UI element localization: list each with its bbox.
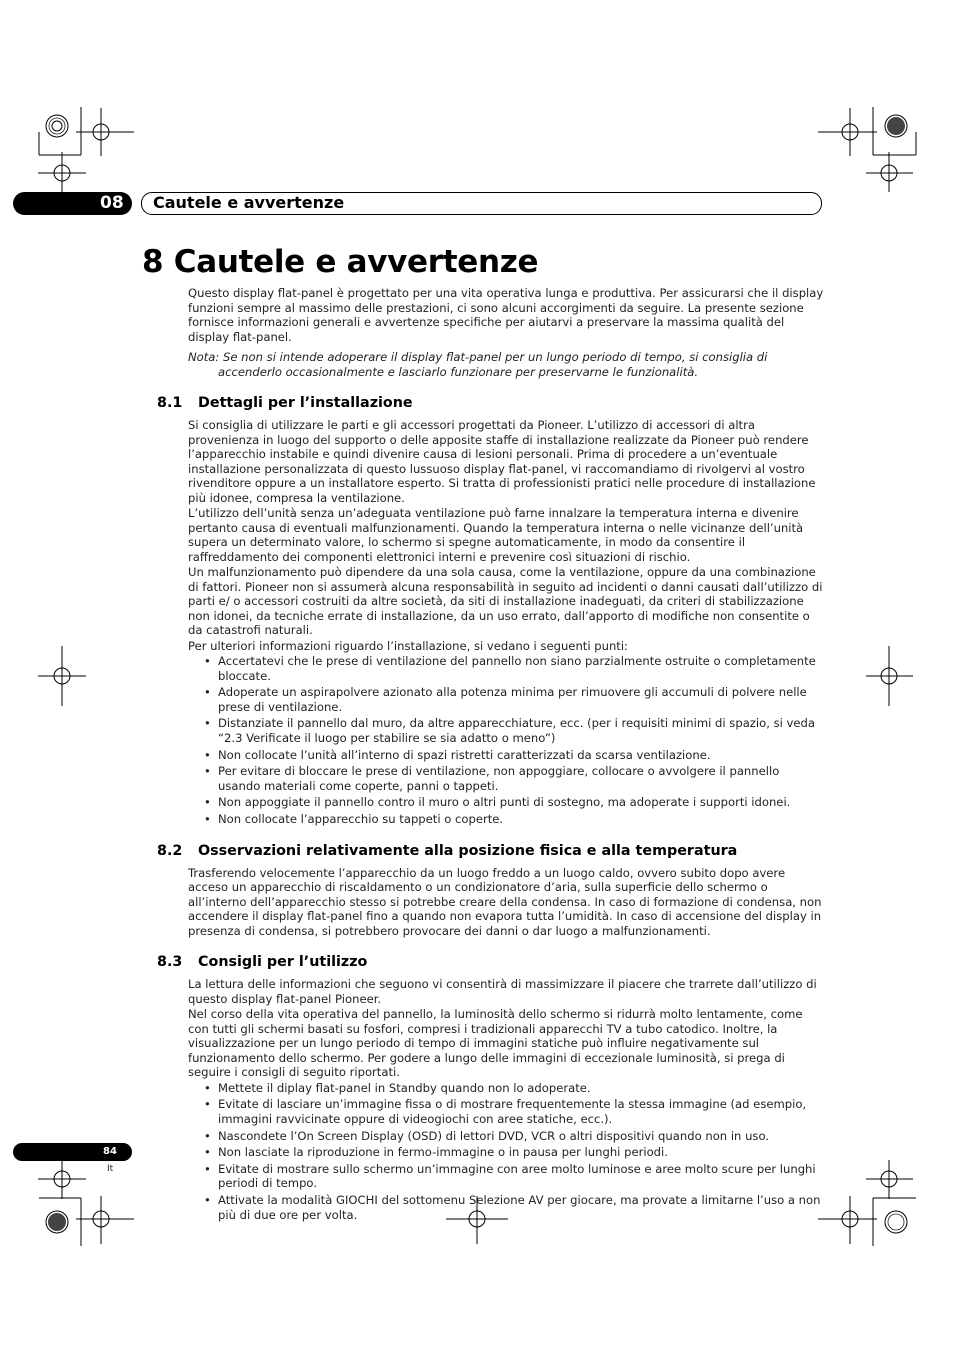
- list-item: • Per evitare di bloccare le prese di ventilazione, non appoggiare, collocare o avvolgere il pannello usando materiali come coperte, panni o tappeti.: [218, 764, 824, 793]
- list-item: • Evitate di lasciare un’immagine fissa o di mostrare frequentemente la stessa immagine (ad esempio, immagini ravvicinate oppure di videogiochi con aree statiche, ecc.).: [218, 1097, 824, 1126]
- body-paragraph: Si consiglia di utilizzare le parti e gli accessori progettati da Pioneer. L’utilizzo di accessori di altra provenienza in luogo del supporto o delle apposite staffe di installazione realizzate da Pioneer può rendere l’apparecchio instabile e quindi divenire causa di lesioni personali. Prima di procedere a un’eventuale installazione personalizzata di questo lussuoso display flat-panel, vi raccomandiamo di rivolgervi al vostro rivenditore oppure a un installatore esperto. Si tratta di professionisti pratici nelle procedure di installazione più idonee, compresa la ventilazione.: [188, 418, 816, 505]
- section-heading-8-1: [157, 394, 824, 412]
- page-title: 8 Cautele e avvertenze: [142, 244, 539, 280]
- section-heading-8-2: [157, 842, 824, 860]
- document-body: [157, 286, 824, 1224]
- section-number: 8.2: [157, 842, 183, 859]
- section-number: 8.3: [157, 954, 183, 971]
- section-heading-8-3: [157, 953, 824, 971]
- body-paragraph: L’utilizzo dell’unità senza un’adeguata ventilazione può farne innalzare la temperatura interna e divenire pertanto causa di eventuali malfunzionamenti. Quando la temperatura interna o nelle vicinanze dell’unità supera un determinato valore, lo schermo si spegne automaticamente, in modo da consentire il raffreddamento dei componenti elettronici interni e prevenire così situazioni di rischio.: [188, 506, 804, 564]
- section-title: Osservazioni relativamente alla posizione fisica e alla temperatura: [198, 842, 738, 859]
- body-paragraph: La lettura delle informazioni che seguono vi consentirà di massimizzare il piacere che trarrete dall’utilizzo di questo display flat-panel Pioneer.: [188, 977, 817, 1006]
- section-title: Consigli per l’utilizzo: [198, 954, 368, 971]
- body-paragraph: Per ulteriori informazioni riguardo l’installazione, si vedano i seguenti punti:: [188, 638, 628, 653]
- bullet-list: [188, 654, 824, 827]
- bullet-list: [188, 1081, 824, 1222]
- section-number: 8.1: [157, 395, 183, 411]
- list-item: • Non lasciate la riproduzione in fermo-immagine o in pausa per lunghi periodi.: [218, 1145, 824, 1160]
- intro-paragraph: Questo display flat-panel è progettato per una vita operativa lunga e produttiva. Per assicurarsi che il display funzioni sempre al massimo delle prestazioni, ci sono alcuni accorgimenti da seguire. La presente sezione fornisce informazioni generali e avvertenze specifiche per aiutarvi a preservare la massima qualità del display flat-panel.: [188, 286, 824, 344]
- list-item: • Distanziate il pannello dal muro, da altre apparecchiature, ecc. (per i requisiti minimi di spazio, si veda “2.3 Verificate il luogo per stabilire se sia adatto o meno”): [218, 716, 824, 745]
- list-item: • Mettete il diplay flat-panel in Standby quando non lo adoperate.: [218, 1081, 824, 1096]
- body-paragraph: Un malfunzionamento può dipendere da una sola causa, come la ventilazione, oppure da una combinazione di fattori. Pioneer non si assumerà alcuna responsabilità in seguito ad incidenti o danni causati dall’utilizzo di parti e/ o accessori costruiti da altre società, da siti di installazione inadeguati, da criteri di stabilizzazione non idonei, da tecniche errate di installazione, da un uso errato, dall’apporto di modifiche non consentite o da catastrofi naturali.: [188, 565, 823, 637]
- body-paragraph: Nel corso della vita operativa del pannello, la luminosità dello schermo si ridurrà molto lentamente, come con tutti gli schermi basati su fosfori, compresi i tradizionali apparecchi TV a tubo catodico. Inoltre, la visualizzazione per un lungo periodo di tempo di immagini statiche può influire negativamente sul funzionamento dello schermo. Per godere a lungo delle immagini di eccezionale luminosità, si prega di seguire i consigli di seguito riportati.: [188, 1007, 803, 1080]
- language-code: It: [107, 1164, 114, 1174]
- list-item: • Evitate di mostrare sullo schermo un’immagine con aree molto luminose e aree molto scure per lunghi periodi di tempo.: [218, 1162, 824, 1191]
- note-paragraph: Nota: Se non si intende adoperare il display flat-panel per un lungo periodo di tempo, si consiglia di accenderlo occasionalmente e lasciarlo funzionare per preservarne le funzionalità.: [188, 350, 768, 379]
- page-number: 84: [103, 1146, 117, 1157]
- list-item: • Non collocate l’unità all’interno di spazi ristretti caratterizzati da scarsa ventilazione.: [218, 748, 824, 763]
- list-item: • Nascondete l’On Screen Display (OSD) di lettori DVD, VCR o altri dispositivi quando non in uso.: [218, 1129, 824, 1144]
- list-item: • Non collocate l’apparecchio su tappeti o coperte.: [218, 812, 824, 827]
- chapter-number: 08: [100, 193, 124, 213]
- list-item: • Adoperate un aspirapolvere azionato alla potenza minima per rimuovere gli accumuli di polvere nelle prese di ventilazione.: [218, 685, 824, 714]
- body-paragraph: Trasferendo velocemente l’apparecchio da un luogo freddo a un luogo caldo, ovvero subito dopo avere acceso un apparecchio di riscaldamento o un condizionatore d’aria, sulla superficie dello schermo o all’interno dell’apparecchio stesso si potrebbe creare della condensa. In caso di formazione di condensa, non accendere il display flat-panel fino a quando non evapora tutta l’umidità. In caso di accensione del display in presenza di condensa, si potrebbero provocare dei danni o dar luogo a malfunzionamenti.: [188, 865, 822, 938]
- list-item: • Attivate la modalità GIOCHI del sottomenu Selezione AV per giocare, ma provate a limitarne l’uso a non più di due ore per volta.: [218, 1193, 824, 1222]
- section-title: Dettagli per l’installazione: [198, 395, 413, 411]
- chapter-header-title: Cautele e avvertenze: [153, 193, 345, 212]
- list-item: • Non appoggiate il pannello contro il muro o altri punti di sostegno, ma adoperate i supporti idonei.: [218, 795, 824, 810]
- list-item: • Accertatevi che le prese di ventilazione del pannello non siano parzialmente ostruite o completamente bloccate.: [218, 654, 824, 683]
